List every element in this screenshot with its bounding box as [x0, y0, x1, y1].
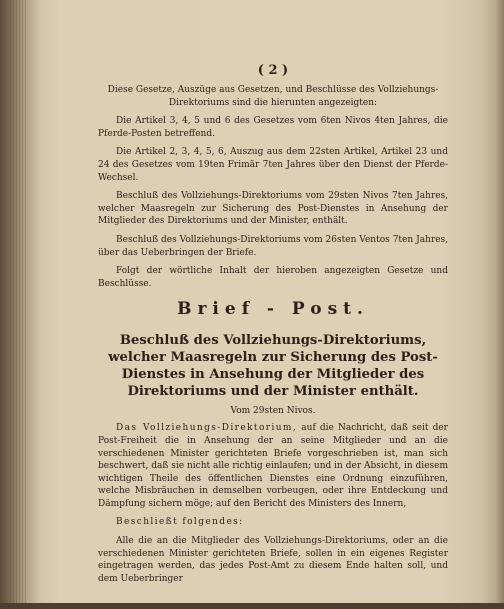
list-item: Beschluß des Vollziehungs-Direktoriums vom 29sten Nivos 7ten Jahres, welcher Maasregeln zur Sicherung des Post-Dienstes in Ansehung der Mitglieder des Direktoriums und der Minister, enthält.: [98, 191, 448, 227]
follows-paragraph: Folgt der wörtliche Inhalt der hieroben angezeigten Gesetze und Beschlüsse.: [98, 266, 448, 289]
resolves-heading: Beschließt folgendes:: [116, 517, 244, 528]
page-stack-edge: [10, 0, 28, 609]
bottom-edge: [0, 603, 504, 609]
body-lead: Das Vollziehungs-Direktorium,: [116, 423, 298, 434]
body-text: auf die Nachricht, daß seit der Post-Freiheit die in Ansehung der an seine Mitglieder und an die verschiedenen Minister gerichteten Briefe vorgeschrieben ist, man sich beschwert, daß sie nicht alle richtig einlaufen; und in der Absicht, in diesem wichtigen Theile des öffentlichen Dienstes eine Ordnung einzuführen, welche Misbräuchen in demselben vorbeugen, oder ihre Entdeckung und Dämpfung sichern möge; auf den Bericht des Ministers des Innern,: [98, 423, 448, 509]
article-paragraph: Alle die an die Mitglieder des Vollziehungs-Direktoriums, oder an die verschiedenen Minister gerichteten Briefe, sollen in ein eigenes Register eingetragen werden, das jedes Post-Amt zu diesem Ende halten soll, und dem Ueberbringer: [98, 536, 448, 584]
decree-date: Vom 29sten Nivos.: [230, 406, 316, 417]
section-title: Brief - Post.: [177, 299, 369, 320]
list-item: Die Artikel 2, 3, 4, 5, 6, Auszug aus dem 22sten Artikel, Artikel 23 und 24 des Gesetzes vom 19ten Frimär 7ten Jahres über den Dienst der Pferde-Wechsel.: [98, 147, 448, 183]
page-number: ( 2 ): [257, 63, 289, 78]
list-item: Beschluß des Vollziehungs-Direktoriums vom 26sten Ventos 7ten Jahres, über das Ueberbringen der Briefe.: [98, 234, 448, 258]
intro-paragraph: Diese Gesetze, Auszüge aus Gesetzen, und Beschlüsse des Vollziehungs-Direktoriums sind die hierunten angezeigten:: [107, 85, 439, 108]
list-item: Die Artikel 3, 4, 5 und 6 des Gesetzes vom 6ten Nivos 4ten Jahres, die Pferde-Posten betreffend.: [98, 116, 448, 139]
page-content: [98, 62, 448, 591]
decree-title: Beschluß des Vollziehungs-Direktoriums, welcher Maasregeln zur Sicherung des Post-Dienstes in Ansehung der Mitglieder des Direktoriums und der Minister enthält.: [108, 333, 438, 400]
body-paragraph: [98, 422, 448, 510]
